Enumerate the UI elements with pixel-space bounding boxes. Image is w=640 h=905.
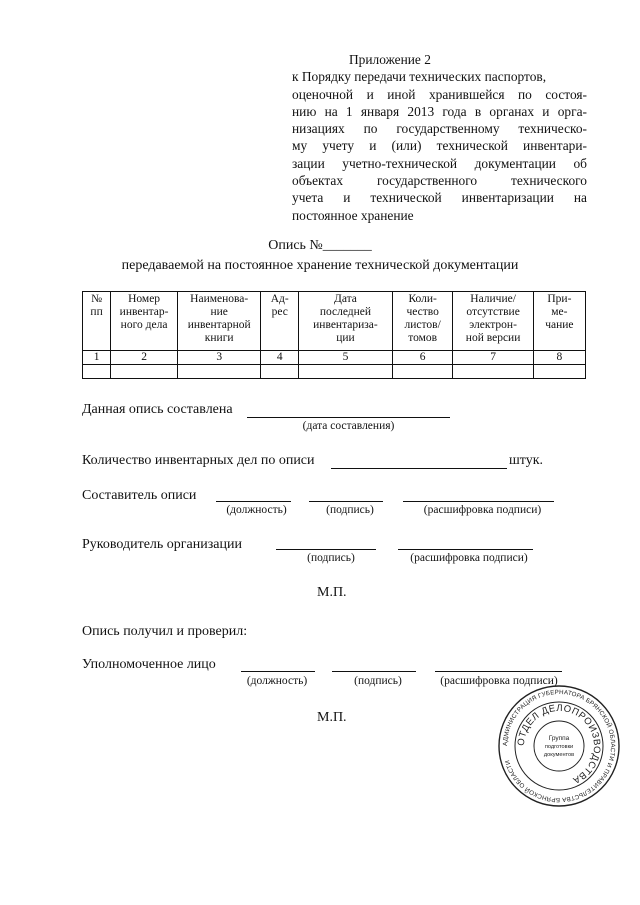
stamp-inner-text: ОТДЕЛ ДЕЛОПРОИЗВОДСТВА — [515, 702, 603, 786]
authorized-decoding-caption: (расшифровка подписи) — [440, 675, 558, 687]
table-empty-row — [83, 365, 586, 379]
authorized-position-caption: (должность) — [246, 675, 308, 687]
table-number-cell: 7 — [453, 351, 533, 365]
table-header-cell: Наименова- ние инвентарной книги — [177, 292, 260, 351]
compiler-signature-caption: (подпись) — [326, 504, 374, 516]
seal-place-1: М.П. — [317, 585, 347, 600]
count-suffix: штук. — [509, 453, 544, 468]
compiler-decoding-line[interactable] — [403, 501, 554, 502]
table-header-cell: Коли- чество листов/ томов — [392, 292, 453, 351]
table-empty-cell[interactable] — [261, 365, 299, 379]
table-header-cell: При- ме- чание — [533, 292, 585, 351]
count-label: Количество инвентарных дел по описи — [82, 453, 315, 468]
authorized-position-line[interactable] — [241, 671, 315, 672]
document-subtitle: передаваемой на постоянное хранение технической документации — [121, 258, 519, 273]
department-stamp-icon — [497, 684, 621, 808]
appendix-line-2: оценочной и иной хранившейся по состоя- — [292, 86, 587, 102]
authorized-signature-line[interactable] — [332, 671, 416, 672]
head-signature-caption: (подпись) — [307, 552, 355, 564]
table-header-cell: Номер инвентар- ного дела — [111, 292, 178, 351]
authorized-label: Уполномоченное лицо — [82, 657, 216, 672]
table-empty-cell[interactable] — [453, 365, 533, 379]
stamp-center-line-1: Группа — [548, 735, 570, 742]
table-number-cell: 3 — [177, 351, 260, 365]
table-empty-cell[interactable] — [83, 365, 111, 379]
compiler-position-line[interactable] — [216, 501, 291, 502]
appendix-line-5: му учету и (или) технической инвентари- — [292, 138, 587, 154]
table-header-cell: Наличие/ отсутствие электрон- ной версии — [453, 292, 533, 351]
appendix-title: Приложение 2 — [349, 52, 431, 67]
table-header-cell: № пп — [83, 292, 111, 351]
appendix-header — [292, 51, 587, 224]
table-number-cell: 1 — [83, 351, 111, 365]
table-header-cell: Дата последней инвентариза- ции — [299, 292, 393, 351]
authorized-signature-caption: (подпись) — [354, 675, 402, 687]
table-header-cell: Ад- рес — [261, 292, 299, 351]
table-number-cell: 6 — [392, 351, 453, 365]
table-number-cell: 8 — [533, 351, 585, 365]
table-number-cell: 2 — [111, 351, 178, 365]
table-empty-cell[interactable] — [111, 365, 178, 379]
table-header-row — [83, 292, 586, 351]
count-line[interactable] — [331, 468, 507, 469]
compiled-date-caption: (дата составления) — [302, 420, 395, 432]
stamp-center-line-2: подготовки — [544, 744, 574, 750]
appendix-line-7: объектах государственного технического — [292, 173, 587, 189]
compiler-position-caption: (должность) — [226, 504, 287, 516]
authorized-decoding-line[interactable] — [435, 671, 562, 672]
received-label: Опись получил и проверил: — [82, 624, 248, 639]
stamp-outer-text: АДМИНИСТРАЦИЯ ГУБЕРНАТОРА БРЯНСКОЙ ОБЛАСТИ И ПРАВИТЕЛЬСТВА БРЯНСКОЙ ОБЛАСТИ — [501, 688, 617, 804]
table-number-cell: 4 — [261, 351, 299, 365]
appendix-line-3: нию на 1 января 2013 года в органах и орга- — [292, 103, 587, 119]
appendix-line-8: учета и технической инвентаризации на — [292, 190, 587, 206]
head-decoding-caption: (расшифровка подписи) — [410, 552, 528, 564]
compiled-date-line[interactable] — [247, 417, 450, 418]
head-signature-line[interactable] — [276, 549, 376, 550]
table-empty-cell[interactable] — [392, 365, 453, 379]
seal-place-2: М.П. — [317, 710, 347, 725]
appendix-line-9: постоянное хранение — [292, 207, 414, 223]
appendix-line-6: зации учетно-технической документации об — [292, 155, 587, 171]
appendix-line-1: к Порядку передачи технических паспортов, — [292, 69, 547, 85]
document-title: Опись №_______ — [268, 238, 372, 253]
compiler-label: Составитель описи — [82, 488, 197, 503]
table-empty-cell[interactable] — [533, 365, 585, 379]
table-empty-cell[interactable] — [177, 365, 260, 379]
appendix-line-4: низациях по государственному техническо- — [292, 121, 587, 137]
head-decoding-line[interactable] — [398, 549, 533, 550]
head-label: Руководитель организации — [82, 537, 242, 552]
stamp-center-line-3: документов — [543, 752, 575, 758]
table-number-cell: 5 — [299, 351, 393, 365]
compiled-label: Данная опись составлена — [82, 402, 233, 417]
inventory-table — [82, 291, 586, 379]
compiler-signature-line[interactable] — [309, 501, 383, 502]
compiler-decoding-caption: (расшифровка подписи) — [423, 504, 542, 516]
table-number-row — [83, 351, 586, 365]
table-empty-cell[interactable] — [299, 365, 393, 379]
